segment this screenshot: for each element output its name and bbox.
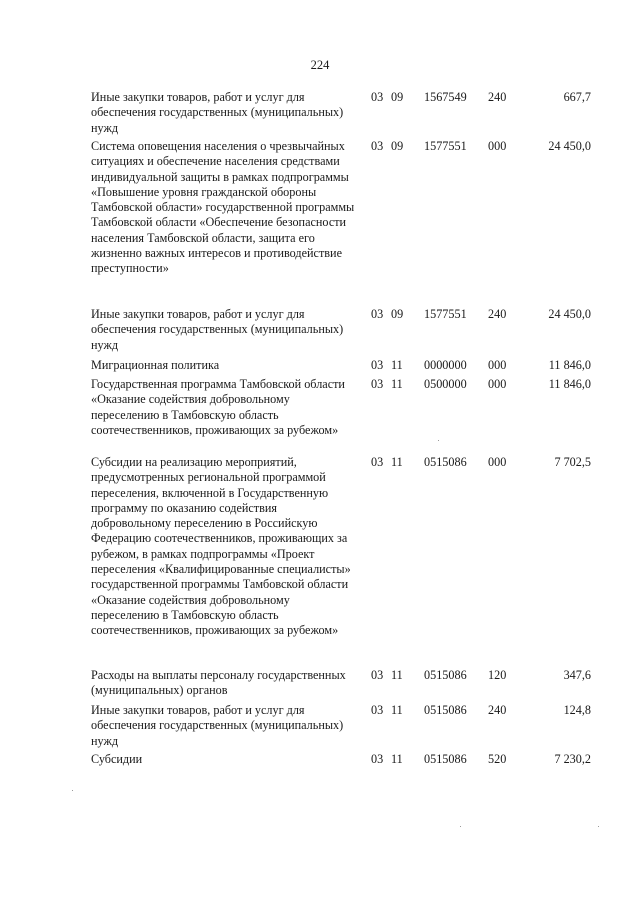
row-name: Иные закупки товаров, работ и услуг для обеспечения государственных (муниципальных) нужд [91,307,344,352]
scan-speck [460,826,461,827]
row-amount: 7 230,2 [554,752,591,766]
row-subsection: 11 [391,752,403,766]
row-expense-type: 120 [488,668,507,682]
scan-speck [72,790,73,791]
row-name: Иные закупки товаров, работ и услуг для обеспечения государственных (муниципальных) нужд [91,90,344,135]
row-name: Субсидии [91,752,143,766]
row-section: 03 [371,307,384,321]
row-amount: 7 702,5 [554,455,591,469]
row-target-code: 1577551 [424,139,467,153]
row-amount: 24 450,0 [548,307,591,321]
row-section: 03 [371,139,384,153]
row-expense-type: 000 [488,139,507,153]
row-section: 03 [371,455,384,469]
row-subsection: 11 [391,668,403,682]
row-section: 03 [371,703,384,717]
row-expense-type: 240 [488,307,507,321]
page-number: 224 [310,58,330,72]
row-name: Расходы на выплаты персоналу государственных (муниципальных) органов [91,668,346,698]
row-name: Миграционная политика [91,358,220,372]
row-subsection: 09 [391,139,404,153]
row-amount: 667,7 [563,90,591,104]
row-name: Субсидии на реализацию мероприятий, предусмотренных региональной программой переселения, включенной в Государственную программу по оказанию содействия добровольному переселению в Российскую Федерацию соотечественников, проживающих за рубежом, в рамках подпрограммы «Проект переселения «Квалифицированные специалисты» государственной программы Тамбовской области «Оказание содействия добровольному переселению в Тамбовскую область соотечественников, проживающих за рубежом» [91,455,351,638]
row-target-code: 0000000 [424,358,467,372]
row-target-code: 1567549 [424,90,467,104]
row-expense-type: 000 [488,358,507,372]
row-amount: 347,6 [563,668,591,682]
row-section: 03 [371,358,384,372]
scan-speck [438,440,439,441]
row-subsection: 09 [391,307,404,321]
row-name: Государственная программа Тамбовской области «Оказание содействия добровольному переселению в Тамбовскую область соотечественников, проживающих за рубежом» [91,377,345,437]
row-expense-type: 240 [488,90,507,104]
row-subsection: 11 [391,377,403,391]
row-amount: 11 846,0 [548,377,591,391]
scan-speck [598,826,599,827]
row-section: 03 [371,752,384,766]
row-amount: 11 846,0 [548,358,591,372]
row-subsection: 11 [391,455,403,469]
row-subsection: 09 [391,90,404,104]
row-name: Система оповещения населения о чрезвычайных ситуациях и обеспечение населения средствами индивидуальной защиты в рамках подпрограммы «Повышение уровня гражданской обороны Тамбовской области» государственной программы Тамбовской области «Обеспечение безопасности населения Тамбовской области, защита его жизненно важных интересов и противодействие преступности» [91,139,355,276]
row-section: 03 [371,90,384,104]
row-target-code: 0500000 [424,377,467,391]
row-target-code: 0515086 [424,703,467,717]
row-expense-type: 520 [488,752,507,766]
row-target-code: 0515086 [424,752,467,766]
row-section: 03 [371,668,384,682]
row-amount: 124,8 [563,703,591,717]
row-expense-type: 000 [488,455,507,469]
row-name: Иные закупки товаров, работ и услуг для обеспечения государственных (муниципальных) нужд [91,703,344,748]
row-target-code: 1577551 [424,307,467,321]
row-section: 03 [371,377,384,391]
row-expense-type: 000 [488,377,507,391]
row-subsection: 11 [391,358,403,372]
row-target-code: 0515086 [424,668,467,682]
row-amount: 24 450,0 [548,139,591,153]
row-target-code: 0515086 [424,455,467,469]
row-expense-type: 240 [488,703,507,717]
row-subsection: 11 [391,703,403,717]
